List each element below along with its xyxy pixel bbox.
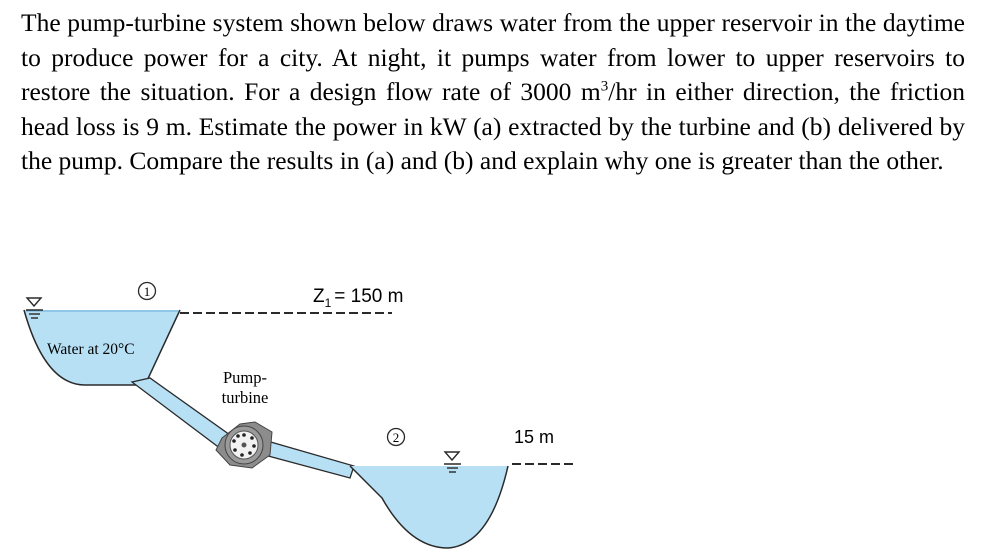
pump-turbine-label-line1: Pump-: [222, 368, 268, 387]
point-2-marker: [388, 429, 405, 446]
z2-label: 15 m: [514, 427, 555, 447]
flow-unit-exponent: 3: [600, 78, 609, 95]
lower-reservoir: [350, 466, 508, 548]
z1-subscript: 1: [324, 296, 332, 310]
water-label: Water at 20°C: [47, 341, 135, 358]
pump-turbine-unit: [216, 422, 272, 468]
pump-turbine-label-line2: turbine: [221, 388, 269, 407]
problem-text-part2: /hr in either direction, the friction head loss is 9 m. Estimate the power in kW (a) extracted by the turbine and (b) delivered by the pump. Compare the results in (a) and (b) and explain why one is greater than the other.: [21, 77, 965, 175]
point-2-label: 2: [392, 430, 400, 445]
problem-text-part1: The pump-turbine system shown below draws water from the upper reservoir in the daytime to produce power for a city. At night, it pumps water from lower to upper reservoirs to restore the situation. For a design flow rate of 3000 m: [21, 8, 965, 106]
z1-label: [313, 286, 403, 310]
z1-value: = 150 m: [334, 286, 404, 307]
point-1-marker: [139, 283, 156, 300]
z1-symbol: Z: [313, 286, 325, 307]
point-1-label: 1: [143, 284, 151, 299]
